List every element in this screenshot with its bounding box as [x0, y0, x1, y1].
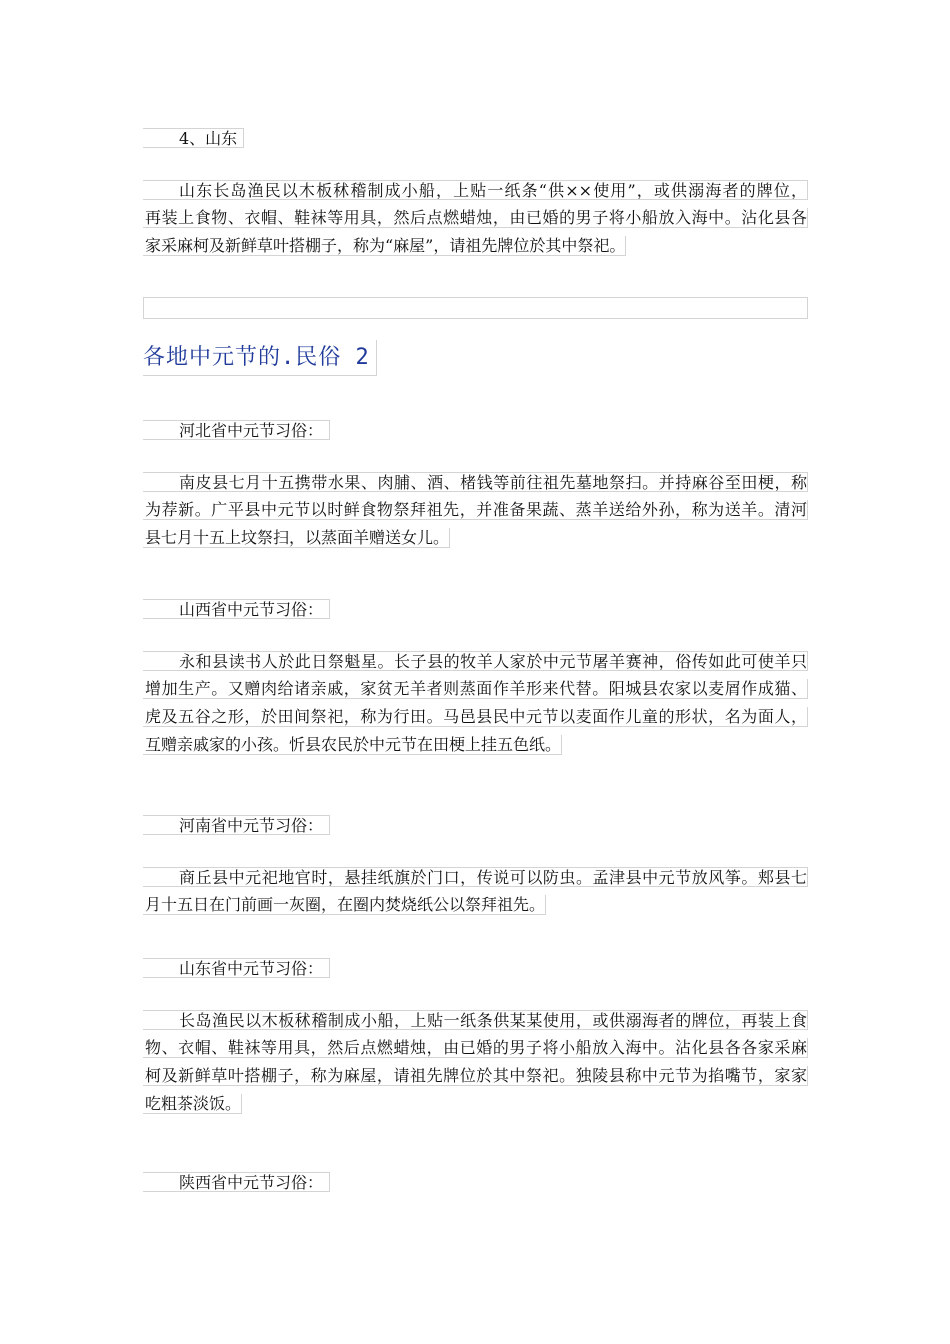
hebei-heading-block — [143, 420, 808, 440]
paragraph-line: 家采麻柯及新鲜草叶搭棚子，称为“麻屋”，请祖先牌位於其中祭祀。 — [145, 236, 626, 255]
paragraph-line: 互赠亲戚家的小孩。忻县农民於中元节在田梗上挂五色纸。 — [145, 735, 562, 754]
paragraph-line: 南皮县七月十五携带水果、肉脯、酒、楮钱等前往祖先墓地祭扫。并持麻谷至田梗，称 — [143, 472, 808, 492]
section-heading-shandong: 4、山东 — [143, 128, 244, 148]
paragraph-line: 县七月十五上坟祭扫，以蒸面羊赠送女儿。 — [145, 528, 450, 547]
paragraph-line: 山东长岛渔民以木板秫稽制成小船，上贴一纸条“供××使用”，或供溺海者的牌位， — [143, 180, 808, 200]
paragraph-line: 为荐新。广平县中元节以时鲜食物祭拜祖先，并准备果蔬、蒸羊送给外孙，称为送羊。清河 — [145, 500, 807, 519]
province-heading-hebei: 河北省中元节习俗： — [143, 420, 330, 440]
paragraph-line: 虎及五谷之形，於田间祭祀，称为行田。马邑县民中元节以麦面作儿童的形状，名为面人， — [145, 707, 807, 726]
paragraph-line: 柯及新鲜草叶搭棚子，称为麻屋，请祖先牌位於其中祭祀。独陵县称中元节为掐嘴节，家家 — [145, 1066, 807, 1085]
province-heading-shandong: 山东省中元节习俗： — [143, 958, 330, 978]
paragraph-line: 物、衣帽、鞋袜等用具，然后点燃蜡烛，由已婚的男子将小船放入海中。沾化县各各家采麻 — [145, 1038, 807, 1057]
paragraph-line: 吃粗茶淡饭。 — [145, 1094, 242, 1113]
shaanxi-heading-block — [143, 1172, 808, 1192]
paragraph-line: 永和县读书人於此日祭魁星。长子县的牧羊人家於中元节屠羊赛神，俗传如此可使羊只 — [143, 651, 808, 671]
paragraph-line: 月十五日在门前画一灰圈，在圈内焚烧纸公以祭拜祖先。 — [145, 895, 546, 914]
hebei-paragraph — [143, 472, 808, 556]
province-heading-shaanxi: 陕西省中元节习俗： — [143, 1172, 330, 1192]
paragraph-line: 长岛渔民以木板秫稽制成小船，上贴一纸条供某某使用，或供溺海者的牌位，再装上食 — [143, 1010, 808, 1030]
paragraph-line: 增加生产。又赠肉给诸亲戚，家贫无羊者则蒸面作羊形来代替。阳城县农家以麦屑作成猫、 — [145, 679, 807, 698]
shandong-paragraph — [143, 180, 808, 264]
empty-paragraph-box — [143, 297, 808, 319]
shandong2-heading-block — [143, 958, 808, 978]
shandong-heading-block — [143, 128, 808, 148]
province-heading-henan: 河南省中元节习俗： — [143, 815, 330, 835]
henan-heading-block — [143, 815, 808, 835]
henan-paragraph — [143, 867, 808, 923]
shandong2-paragraph — [143, 1010, 808, 1122]
paragraph-line: 再装上食物、衣帽、鞋袜等用具，然后点燃蜡烛，由已婚的男子将小船放入海中。沾化县各 — [145, 208, 807, 227]
province-heading-shanxi: 山西省中元节习俗： — [143, 599, 330, 619]
shanxi-paragraph — [143, 651, 808, 763]
shanxi-heading-block — [143, 599, 808, 619]
paragraph-line: 商丘县中元祀地官时，悬挂纸旗於门口，传说可以防虫。孟津县中元节放风筝。郏县七 — [143, 867, 808, 887]
section-title: 各地中元节的.民俗 2 — [143, 340, 377, 376]
